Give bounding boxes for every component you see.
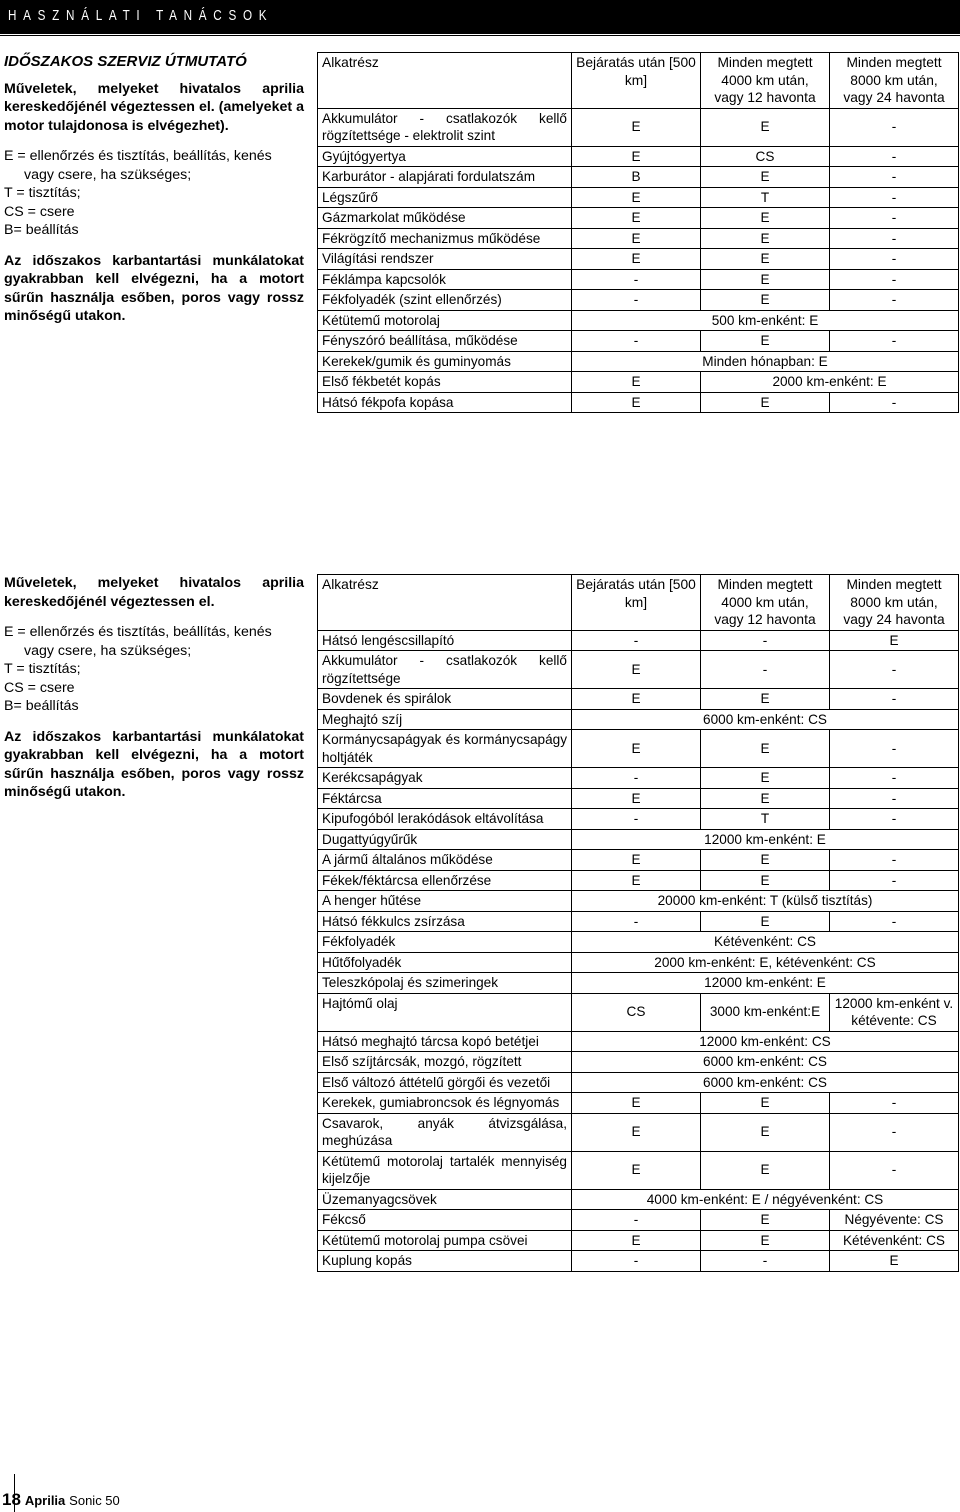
part-name-cell: Üzemanyagcsövek: [318, 1189, 572, 1210]
value-cell: E: [572, 208, 701, 229]
part-name-cell: Akkumulátor - csatlakozók kellő rögzítettsége - elektrolit szint: [318, 108, 572, 146]
interval-cell: 6000 km-enként: CS: [572, 1072, 959, 1093]
section2-legend: [4, 623, 304, 716]
value-cell: Kétévenként: CS: [830, 1230, 959, 1251]
interval-cell: 12000 km-enként: E: [572, 973, 959, 994]
table-row: [318, 372, 959, 393]
value-cell: E: [701, 870, 830, 891]
column-header: Alkatrész: [318, 53, 572, 109]
value-cell: -: [830, 850, 959, 871]
column-header: Alkatrész: [318, 575, 572, 631]
section-title: IDŐSZAKOS SZERVIZ ÚTMUTATÓ: [4, 53, 247, 70]
value-cell: -: [830, 1093, 959, 1114]
legend-line: E = ellenőrzés és tisztítás, beállítás, kenés: [4, 148, 272, 164]
part-name-cell: Féklámpa kapcsolók: [318, 269, 572, 290]
interval-cell: 20000 km-enként: T (külső tisztítás): [572, 891, 959, 912]
interval-cell: 2000 km-enként: E: [701, 372, 959, 393]
part-name-cell: Akkumulátor - csatlakozók kellő rögzítettsége: [318, 651, 572, 689]
table-row: [318, 973, 959, 994]
value-cell: E: [572, 146, 701, 167]
value-cell: E: [572, 228, 701, 249]
value-cell: E: [572, 108, 701, 146]
value-cell: -: [572, 1210, 701, 1231]
part-name-cell: Hátsó meghajtó tárcsa kopó betétjei: [318, 1031, 572, 1052]
part-name-cell: Első szíjtárcsák, mozgó, rögzített: [318, 1052, 572, 1073]
table-row: [318, 768, 959, 789]
table-row: [318, 269, 959, 290]
interval-cell: 12000 km-enként: CS: [572, 1031, 959, 1052]
value-cell: -: [830, 1113, 959, 1151]
section2-text: [4, 574, 304, 814]
value-cell: E: [701, 1151, 830, 1189]
part-name-cell: Hátsó lengéscsillapító: [318, 630, 572, 651]
value-cell: E: [572, 187, 701, 208]
interval-cell: 12000 km-enként: E: [572, 829, 959, 850]
value-cell: -: [572, 809, 701, 830]
service-table-1: [317, 52, 959, 413]
table-row: [318, 730, 959, 768]
value-cell: -: [830, 788, 959, 809]
value-cell: E: [572, 870, 701, 891]
part-name-cell: Féktárcsa: [318, 788, 572, 809]
interval-cell: Minden hónapban: E: [572, 351, 959, 372]
header-title: HASZNÁLATI TANÁCSOK: [8, 7, 274, 24]
table-row: [318, 1072, 959, 1093]
value-cell: -: [830, 269, 959, 290]
table-row: [318, 331, 959, 352]
value-cell: E: [572, 850, 701, 871]
section1-legend: [4, 147, 304, 240]
value-cell: E: [572, 788, 701, 809]
value-cell: E: [830, 1251, 959, 1272]
value-cell: -: [830, 290, 959, 311]
table-row: [318, 310, 959, 331]
table-row: [318, 788, 959, 809]
part-name-cell: Meghajtó szíj: [318, 709, 572, 730]
part-name-cell: Fékfolyadék: [318, 932, 572, 953]
column-header: Bejáratás után [500 km]: [572, 575, 701, 631]
table-row: [318, 249, 959, 270]
column-header: Minden megtett 4000 km után, vagy 12 havonta: [701, 575, 830, 631]
table-row: [318, 829, 959, 850]
table-row: [318, 809, 959, 830]
value-cell: -: [572, 630, 701, 651]
value-cell: E: [572, 1093, 701, 1114]
value-cell: E: [701, 768, 830, 789]
table-row: [318, 1093, 959, 1114]
value-cell: -: [830, 146, 959, 167]
part-name-cell: Világítási rendszer: [318, 249, 572, 270]
legend-line: CS = csere: [4, 679, 75, 696]
table-header-row: [318, 575, 959, 631]
value-cell: -: [830, 331, 959, 352]
table-row: [318, 1031, 959, 1052]
value-cell: -: [830, 911, 959, 932]
value-cell: E: [701, 167, 830, 188]
value-cell: T: [701, 187, 830, 208]
value-cell: -: [830, 167, 959, 188]
interval-cell: 500 km-enként: E: [572, 310, 959, 331]
interval-cell: 6000 km-enként: CS: [572, 1052, 959, 1073]
value-cell: E: [701, 392, 830, 413]
table-row: [318, 108, 959, 146]
value-cell: -: [830, 651, 959, 689]
table-row: [318, 146, 959, 167]
part-name-cell: A jármű általános működése: [318, 850, 572, 871]
value-cell: -: [830, 187, 959, 208]
header-bar: [0, 0, 960, 34]
table-row: [318, 911, 959, 932]
value-cell: -: [572, 331, 701, 352]
table-row: [318, 392, 959, 413]
table-header-row: [318, 53, 959, 109]
value-cell: Négyévente: CS: [830, 1210, 959, 1231]
value-cell: E: [701, 108, 830, 146]
value-cell: E: [572, 1230, 701, 1251]
service-table-2: [317, 574, 959, 1272]
table-row: [318, 891, 959, 912]
value-cell: E: [701, 730, 830, 768]
table-row: [318, 932, 959, 953]
value-cell: -: [701, 651, 830, 689]
table-row: [318, 1230, 959, 1251]
footer-model: Sonic 50: [69, 1493, 120, 1508]
column-header: Minden megtett 4000 km után, vagy 12 havonta: [701, 53, 830, 109]
value-cell: E: [572, 1113, 701, 1151]
part-name-cell: Hátsó fékkulcs zsírzása: [318, 911, 572, 932]
part-name-cell: Hajtómű olaj: [318, 993, 572, 1031]
value-cell: -: [830, 392, 959, 413]
part-name-cell: Fékrögzítő mechanizmus működése: [318, 228, 572, 249]
table-row: [318, 651, 959, 689]
part-name-cell: Fékcső: [318, 1210, 572, 1231]
value-cell: E: [572, 249, 701, 270]
table-row: [318, 952, 959, 973]
part-name-cell: Teleszkópolaj és szimeringek: [318, 973, 572, 994]
value-cell: -: [830, 730, 959, 768]
table-row: [318, 351, 959, 372]
value-cell: E: [572, 651, 701, 689]
value-cell: E: [572, 689, 701, 710]
value-cell: E: [701, 290, 830, 311]
column-header: Bejáratás után [500 km]: [572, 53, 701, 109]
table-row: [318, 187, 959, 208]
table-row: [318, 689, 959, 710]
value-cell: E: [572, 372, 701, 393]
value-cell: B: [572, 167, 701, 188]
value-cell: E: [572, 392, 701, 413]
part-name-cell: Gyújtógyertya: [318, 146, 572, 167]
value-cell: -: [830, 809, 959, 830]
value-cell: -: [701, 630, 830, 651]
table-row: [318, 1210, 959, 1231]
legend-line: vagy csere, ha szükséges;: [24, 166, 192, 183]
legend-line: B= beállítás: [4, 698, 79, 714]
table-row: [318, 1151, 959, 1189]
value-cell: E: [701, 1093, 830, 1114]
header-rule: [0, 35, 960, 36]
value-cell: E: [701, 269, 830, 290]
section1-note: Az időszakos karbantartási munkálatokat gyakrabban kell elvégezni, ha a motort sűrűn használja esőben, poros vagy rossz minőségű utakon.: [4, 252, 304, 324]
value-cell: E: [701, 228, 830, 249]
legend-line: T = tisztítás;: [4, 185, 81, 201]
part-name-cell: Kerékcsapágyak: [318, 768, 572, 789]
footer-brand: Aprilia: [24, 1493, 66, 1508]
value-cell: CS: [572, 993, 701, 1031]
part-name-cell: Gázmarkolat működése: [318, 208, 572, 229]
value-cell: -: [572, 768, 701, 789]
value-cell: -: [830, 108, 959, 146]
table-row: [318, 850, 959, 871]
part-name-cell: Légszűrő: [318, 187, 572, 208]
part-name-cell: Kuplung kopás: [318, 1251, 572, 1272]
legend-line: CS = csere: [4, 203, 75, 220]
column-header: Minden megtett 8000 km után, vagy 24 havonta: [830, 53, 959, 109]
page-footer: [2, 1490, 120, 1510]
part-name-cell: Hátsó fékpofa kopása: [318, 392, 572, 413]
value-cell: CS: [701, 146, 830, 167]
section1-text: [4, 53, 304, 338]
part-name-cell: Kétütemű motorolaj: [318, 310, 572, 331]
value-cell: -: [830, 249, 959, 270]
part-name-cell: Kétütemű motorolaj tartalék mennyiség kijelzője: [318, 1151, 572, 1189]
part-name-cell: Hűtőfolyadék: [318, 952, 572, 973]
value-cell: -: [701, 1251, 830, 1272]
part-name-cell: Első változó áttételű görgői és vezetői: [318, 1072, 572, 1093]
value-cell: -: [830, 208, 959, 229]
part-name-cell: A henger hűtése: [318, 891, 572, 912]
section2-intro: Műveletek, melyeket hivatalos aprilia kereskedőjénél végeztessen el.: [4, 575, 304, 610]
value-cell: E: [701, 911, 830, 932]
value-cell: 3000 km-enként:E: [701, 993, 830, 1031]
table-row: [318, 709, 959, 730]
part-name-cell: Fékek/féktárcsa ellenőrzése: [318, 870, 572, 891]
value-cell: -: [572, 911, 701, 932]
part-name-cell: Kipufogóból lerakódások eltávolítása: [318, 809, 572, 830]
value-cell: -: [572, 1251, 701, 1272]
table-row: [318, 290, 959, 311]
part-name-cell: Kétütemű motorolaj pumpa csövei: [318, 1230, 572, 1251]
value-cell: E: [830, 630, 959, 651]
part-name-cell: Fékfolyadék (szint ellenőrzés): [318, 290, 572, 311]
part-name-cell: Kerekek/gumik és guminyomás: [318, 351, 572, 372]
legend-line: E = ellenőrzés és tisztítás, beállítás, kenés: [4, 624, 272, 640]
legend-line: T = tisztítás;: [4, 661, 81, 677]
table-row: [318, 208, 959, 229]
legend-line: vagy csere, ha szükséges;: [24, 642, 192, 659]
part-name-cell: Dugattyúgyűrűk: [318, 829, 572, 850]
interval-cell: 4000 km-enként: E / négyévenként: CS: [572, 1189, 959, 1210]
table-row: [318, 1052, 959, 1073]
page-number: 18: [2, 1490, 21, 1509]
interval-cell: 6000 km-enként: CS: [572, 709, 959, 730]
value-cell: E: [572, 730, 701, 768]
value-cell: -: [830, 1151, 959, 1189]
table-row: [318, 1189, 959, 1210]
interval-cell: Kétévenként: CS: [572, 932, 959, 953]
value-cell: -: [830, 228, 959, 249]
part-name-cell: Kormánycsapágyak és kormánycsapágy holtjáték: [318, 730, 572, 768]
value-cell: E: [701, 689, 830, 710]
value-cell: -: [830, 768, 959, 789]
value-cell: E: [701, 850, 830, 871]
value-cell: -: [572, 269, 701, 290]
value-cell: -: [830, 689, 959, 710]
value-cell: 12000 km-enként v. kétévente: CS: [830, 993, 959, 1031]
table-row: [318, 167, 959, 188]
legend-line: B= beállítás: [4, 222, 79, 238]
section1-intro: Műveletek, melyeket hivatalos aprilia kereskedőjénél végeztessen el. (amelyeket a motor tulajdonosa is elvégezhet).: [4, 80, 304, 134]
value-cell: E: [572, 1151, 701, 1189]
part-name-cell: Karburátor - alapjárati fordulatszám: [318, 167, 572, 188]
value-cell: -: [830, 870, 959, 891]
part-name-cell: Csavarok, anyák átvizsgálása, meghúzása: [318, 1113, 572, 1151]
value-cell: T: [701, 809, 830, 830]
table-row: [318, 228, 959, 249]
value-cell: E: [701, 1210, 830, 1231]
column-header: Minden megtett 8000 km után, vagy 24 havonta: [830, 575, 959, 631]
value-cell: E: [701, 1230, 830, 1251]
value-cell: E: [701, 788, 830, 809]
value-cell: E: [701, 331, 830, 352]
part-name-cell: Kerekek, gumiabroncsok és légnyomás: [318, 1093, 572, 1114]
table-row: [318, 1251, 959, 1272]
part-name-cell: Első fékbetét kopás: [318, 372, 572, 393]
table-row: [318, 1113, 959, 1151]
table-row: [318, 630, 959, 651]
section2-note: Az időszakos karbantartási munkálatokat gyakrabban kell elvégezni, ha a motort sűrűn használja esőben, poros vagy rossz minőségű utakon.: [4, 728, 304, 800]
table-row: [318, 993, 959, 1031]
interval-cell: 2000 km-enként: E, kétévenként: CS: [572, 952, 959, 973]
value-cell: -: [572, 290, 701, 311]
part-name-cell: Bovdenek és spirálok: [318, 689, 572, 710]
part-name-cell: Fényszóró beállítása, működése: [318, 331, 572, 352]
value-cell: E: [701, 208, 830, 229]
table-row: [318, 870, 959, 891]
value-cell: E: [701, 249, 830, 270]
value-cell: E: [701, 1113, 830, 1151]
